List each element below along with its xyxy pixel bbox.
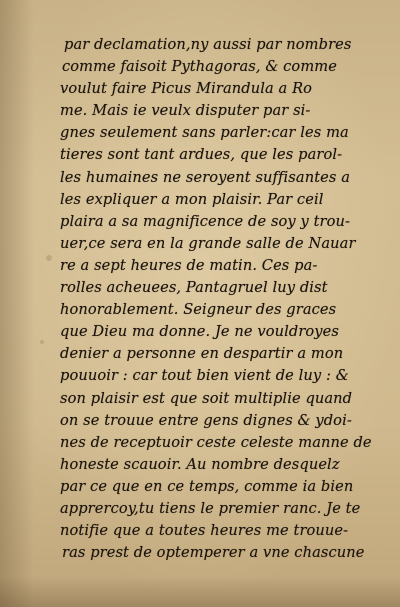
text-line: son plaisir est que soit multiplie quand bbox=[60, 389, 353, 407]
text-line: voulut faire Picus Mirandula a Ro bbox=[60, 80, 313, 98]
text-line: re a sept heures de matin. Ces pa- bbox=[60, 256, 318, 274]
text-line: ras prest de optemperer a vne chascune bbox=[62, 544, 365, 562]
text-line: me. Mais ie veulx disputer par si- bbox=[60, 102, 311, 120]
text-line: que Dieu ma donne. Je ne vouldroyes bbox=[60, 323, 339, 341]
text-line: comme faisoit Pythagoras, & comme bbox=[62, 58, 337, 76]
text-line: honeste scauoir. Au nombre desquelz bbox=[60, 455, 340, 473]
text-line: honorablement. Seigneur des graces bbox=[60, 301, 337, 319]
text-line: apprercoy,tu tiens le premier ranc. Je te bbox=[60, 499, 361, 517]
text-line: les expliquer a mon plaisir. Par ceil bbox=[60, 190, 324, 208]
text-line: gnes seulement sans parler:car les ma bbox=[60, 124, 349, 142]
text-line: notifie que a toutes heures me trouue- bbox=[60, 522, 349, 540]
text-line: pouuoir : car tout bien vient de luy : & bbox=[60, 367, 349, 385]
text-line: rolles acheuees, Pantagruel luy dist bbox=[60, 279, 328, 297]
text-line: nes de receptuoir ceste celeste manne de bbox=[60, 433, 372, 451]
text-line: les humaines ne seroyent suffisantes a bbox=[60, 168, 351, 186]
text-line: par declamation,ny aussi par nombres bbox=[64, 36, 352, 53]
text-line: par ce que en ce temps, comme ia bien bbox=[60, 477, 354, 495]
text-line: uer,ce sera en la grande salle de Nauar bbox=[60, 234, 356, 252]
text-line: tieres sont tant ardues, que les parol- bbox=[60, 146, 343, 164]
ink-spot bbox=[40, 340, 44, 344]
ink-spot bbox=[46, 255, 52, 261]
text-line: plaira a sa magnificence de soy y trou- bbox=[60, 212, 351, 230]
text-line: denier a personne en despartir a mon bbox=[60, 345, 344, 363]
text-line: on se trouue entre gens dignes & ydoi- bbox=[60, 411, 352, 429]
page-text bbox=[58, 34, 392, 564]
